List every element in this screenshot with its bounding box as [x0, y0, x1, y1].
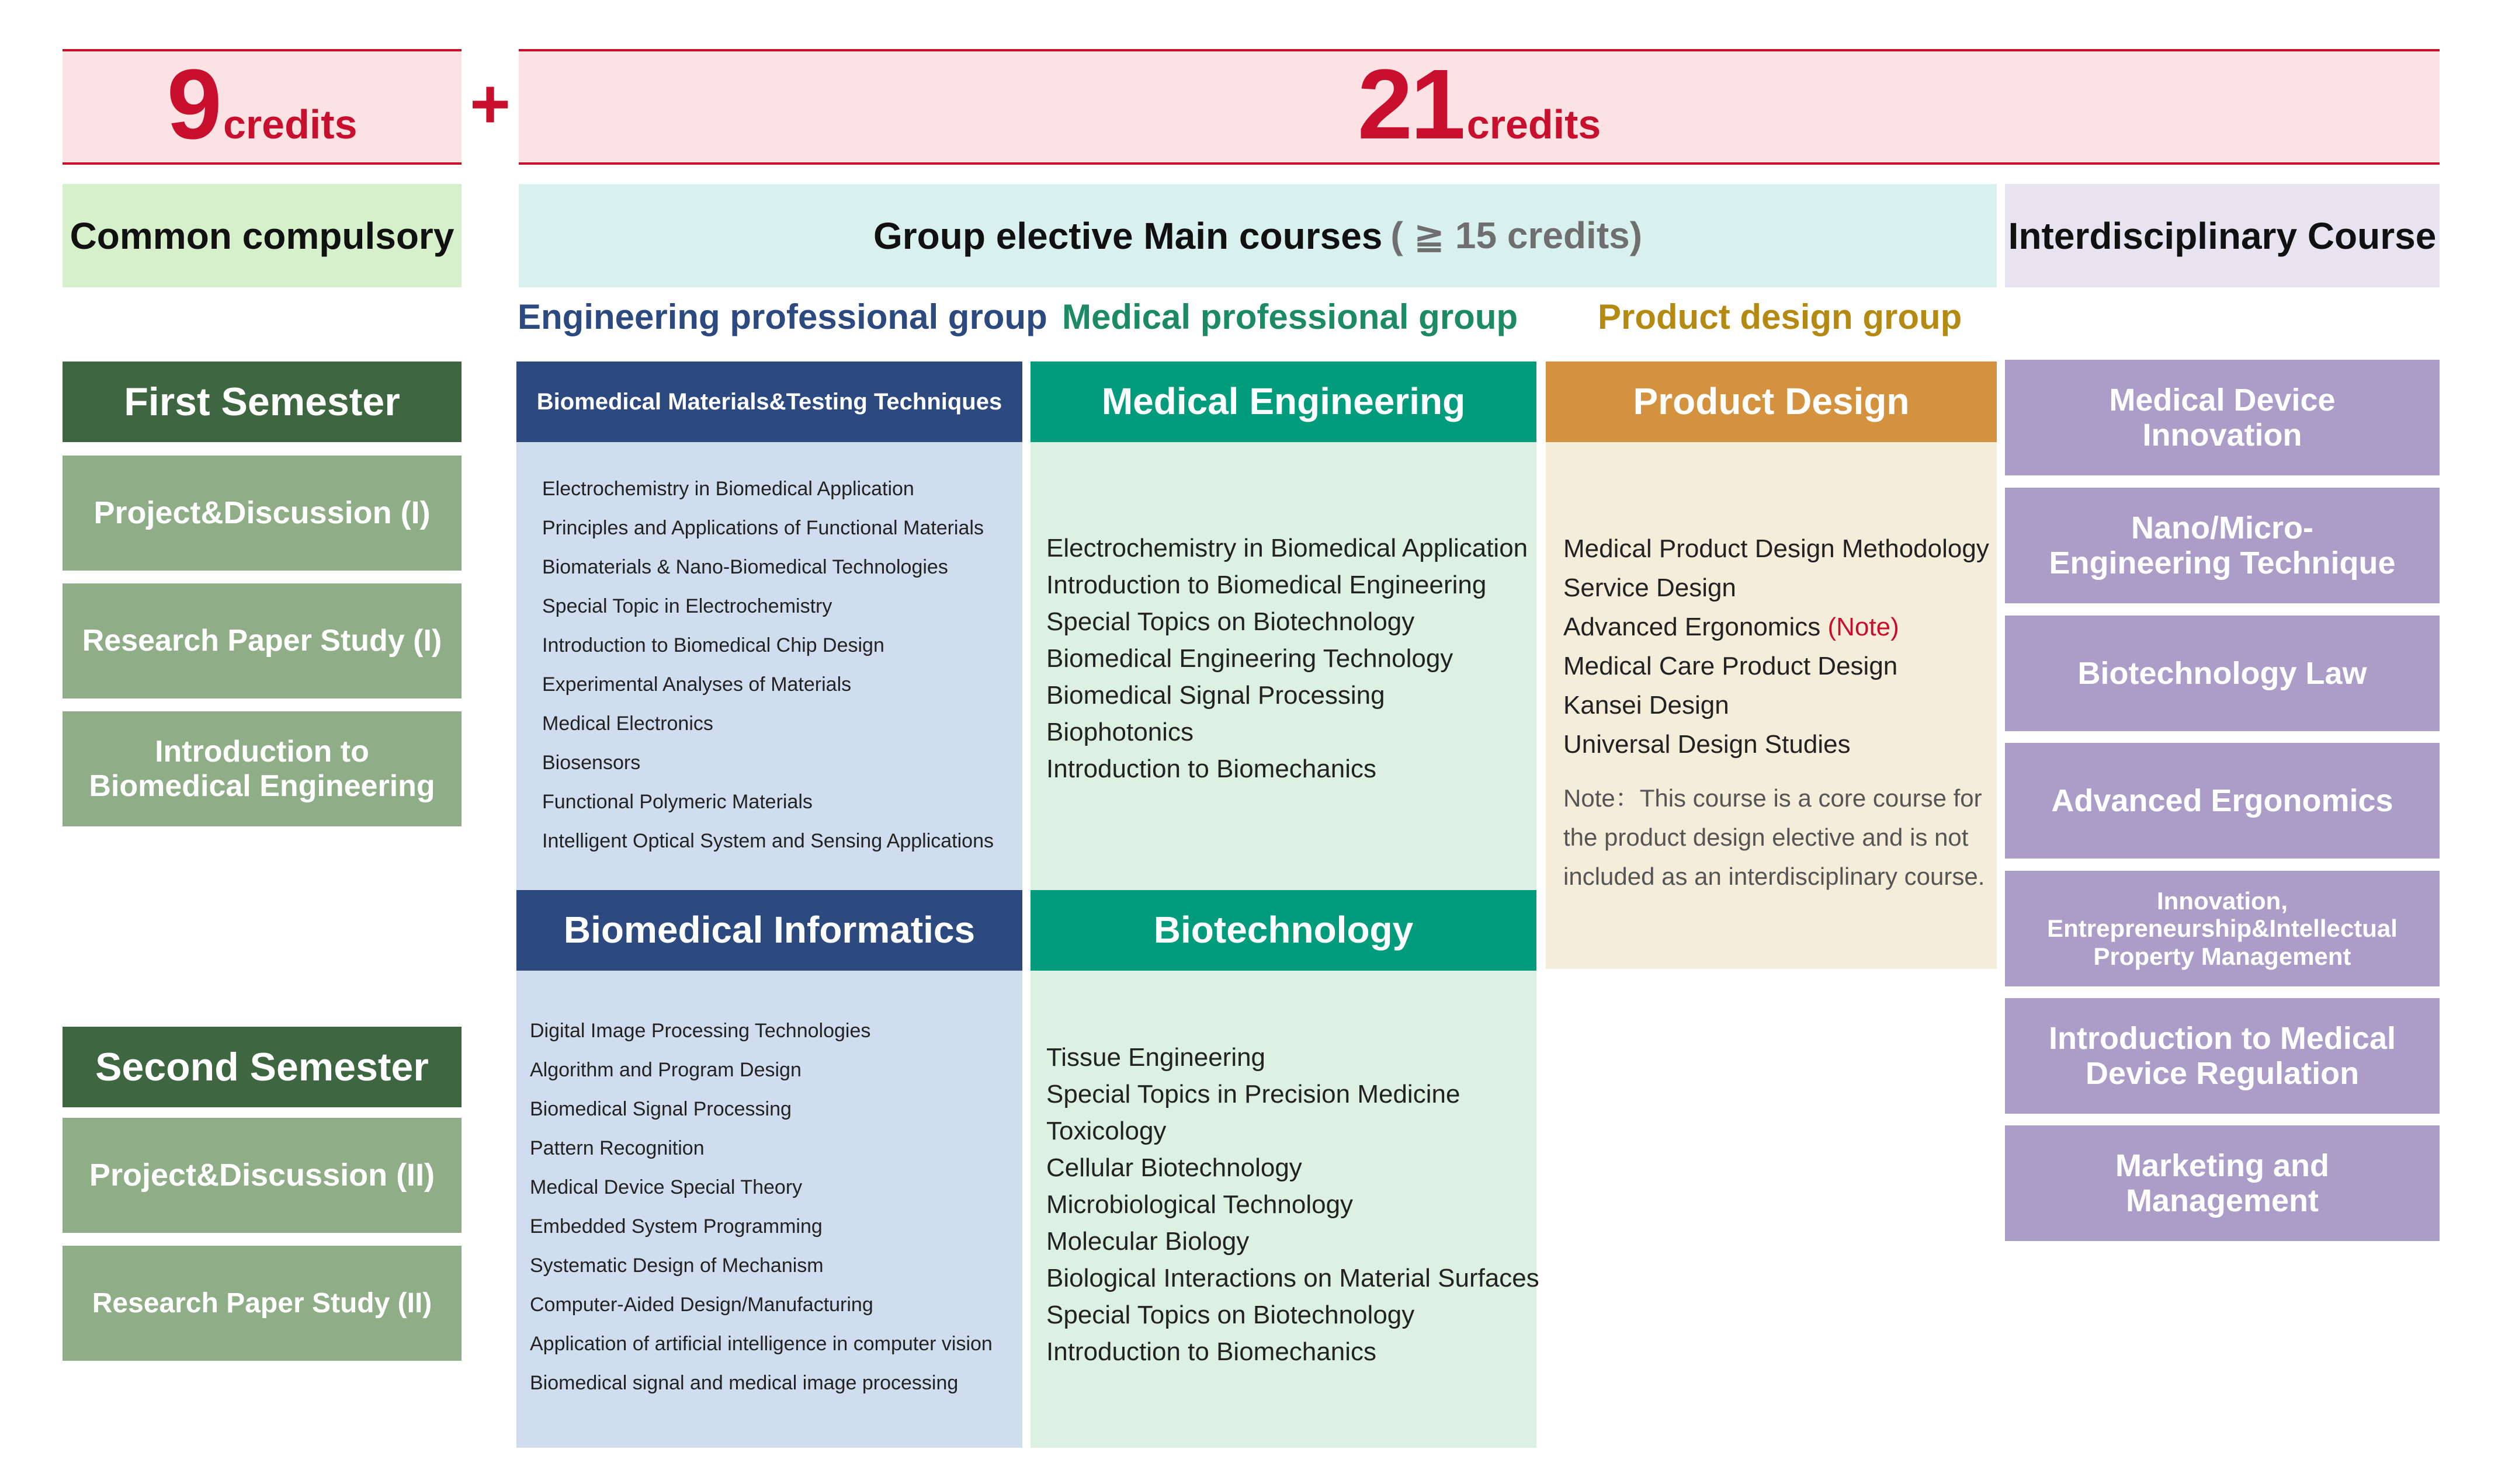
credits-9-box	[63, 49, 462, 165]
product-design-course-list	[1563, 529, 1989, 764]
course-label: Advanced Ergonomics	[1563, 613, 1821, 641]
compulsory-course: Research Paper Study (I)	[63, 583, 462, 698]
interdisciplinary-course-label: Medical Device Innovation	[2109, 382, 2336, 453]
interdisciplinary-label: Interdisciplinary Course	[2008, 214, 2437, 257]
course-item: Introduction to Biomedical Engineering	[1046, 571, 1487, 599]
course-item: Universal Design Studies	[1563, 730, 1851, 759]
course-item: Toxicology	[1046, 1117, 1167, 1145]
course-item: Digital Image Processing Technologies	[530, 1020, 871, 1042]
note-line: included as an interdisciplinary course.	[1563, 863, 1985, 890]
course-item: Special Topics on Biotechnology	[1046, 1301, 1415, 1329]
course-item: Special Topics in Precision Medicine	[1046, 1080, 1460, 1108]
course-item: Special Topics on Biotechnology	[1046, 607, 1415, 636]
informatics-header: Biomedical Informatics	[516, 890, 1022, 971]
biomaterials-course-list	[542, 470, 994, 861]
course-item: Cellular Biotechnology	[1046, 1153, 1302, 1182]
course-item: Tissue Engineering	[1046, 1043, 1266, 1072]
interdisciplinary-course	[2005, 360, 2440, 475]
course-item: Medical Device Special Theory	[530, 1176, 803, 1198]
course-item: Microbiological Technology	[1046, 1190, 1354, 1219]
course-item: Electrochemistry in Biomedical Application	[542, 478, 914, 500]
course-item-with-note	[1563, 607, 1989, 647]
credits-21-box	[519, 49, 2440, 165]
compulsory-course	[63, 711, 462, 826]
engineering-group-label: Engineering professional group	[518, 297, 1047, 336]
informatics-course-list	[530, 1012, 993, 1403]
course-item: Introduction to Biomedical Chip Design	[542, 634, 884, 656]
credits-9-label: credits	[223, 102, 358, 147]
course-item: Biomedical signal and medical image processing	[530, 1372, 959, 1394]
credits-21-number: 21	[1357, 49, 1463, 160]
group-elective-label: Group elective Main courses	[873, 214, 1383, 257]
second-semester-header: Second Semester	[63, 1027, 462, 1107]
course-item: Systematic Design of Mechanism	[530, 1254, 824, 1277]
note-line: the product design elective and is not	[1563, 823, 1969, 851]
common-compulsory-label: Common compulsory	[70, 214, 455, 257]
course-item: Kansei Design	[1563, 691, 1729, 720]
product-design-note	[1563, 779, 1984, 896]
course-item: Service Design	[1563, 574, 1736, 602]
interdisciplinary-course	[2005, 743, 2440, 859]
course-item: Principles and Applications of Functional Materials	[542, 517, 984, 539]
interdisciplinary-course	[2005, 488, 2440, 603]
compulsory-course-label: Introduction to Biomedical Engineering	[89, 735, 435, 803]
course-item: Experimental Analyses of Materials	[542, 673, 852, 696]
plus-sign: +	[469, 65, 511, 143]
interdisciplinary-course	[2005, 1125, 2440, 1241]
interdisciplinary-course-label: Marketing and Management	[2115, 1148, 2330, 1218]
common-compulsory-header	[63, 184, 462, 287]
course-item: Pattern Recognition	[530, 1137, 705, 1159]
medical-engineering-course-list	[1046, 530, 1528, 787]
interdisciplinary-header	[2005, 184, 2440, 287]
course-item: Application of artificial intelligence in computer vision	[530, 1333, 993, 1355]
interdisciplinary-course-label: Biotechnology Law	[2077, 655, 2367, 691]
course-item: Special Topic in Electrochemistry	[542, 595, 832, 617]
product-design-header: Product Design	[1546, 362, 1997, 442]
medical-group-label: Medical professional group	[1062, 297, 1518, 336]
course-item: Algorithm and Program Design	[530, 1059, 802, 1081]
course-item: Biosensors	[542, 752, 641, 774]
compulsory-course: Project&Discussion (I)	[63, 456, 462, 571]
course-item: Functional Polymeric Materials	[542, 791, 813, 813]
credits-21-label: credits	[1466, 102, 1601, 147]
course-item: Embedded System Programming	[530, 1215, 823, 1238]
course-item: Biophotonics	[1046, 718, 1194, 746]
course-item: Medical Electronics	[542, 713, 713, 735]
course-item: Computer-Aided Design/Manufacturing	[530, 1294, 873, 1316]
course-item: Electrochemistry in Biomedical Application	[1046, 534, 1528, 562]
course-item: Medical Product Design Methodology	[1563, 534, 1989, 563]
group-elective-credit-note: ( ≧ 15 credits)	[1390, 214, 1643, 256]
interdisciplinary-course	[2005, 871, 2440, 986]
interdisciplinary-course	[2005, 616, 2440, 731]
medical-engineering-header: Medical Engineering	[1031, 362, 1536, 442]
course-item: Introduction to Biomechanics	[1046, 1337, 1376, 1366]
compulsory-course: Project&Discussion (II)	[63, 1118, 462, 1233]
credits-9-number: 9	[166, 49, 220, 160]
group-elective-header	[519, 184, 1997, 287]
interdisciplinary-course	[2005, 998, 2440, 1114]
interdisciplinary-course-label: Nano/Micro-Engineering Technique	[2049, 510, 2396, 581]
course-item: Medical Care Product Design	[1563, 652, 1898, 680]
course-item: Introduction to Biomechanics	[1046, 755, 1376, 783]
product-group-label: Product design group	[1598, 297, 1962, 336]
course-item: Intelligent Optical System and Sensing Applications	[542, 830, 994, 852]
note-line: Note：This course is a core course for	[1563, 784, 1982, 812]
course-item: Biomedical Engineering Technology	[1046, 644, 1453, 673]
interdisciplinary-course-label: Innovation, Entrepreneurship&Intellectual Property Management	[2047, 887, 2398, 970]
interdisciplinary-course-label: Introduction to Medical Device Regulation	[2049, 1020, 2396, 1091]
course-item: Molecular Biology	[1046, 1227, 1250, 1256]
biotechnology-header: Biotechnology	[1031, 890, 1536, 971]
course-item: Biological Interactions on Material Surfaces	[1046, 1264, 1539, 1292]
course-item: Biomaterials & Nano-Biomedical Technologies	[542, 556, 948, 578]
course-item: Biomedical Signal Processing	[530, 1098, 792, 1120]
note-marker: (Note)	[1827, 613, 1899, 641]
biotechnology-course-list	[1046, 1039, 1539, 1370]
compulsory-course: Research Paper Study (II)	[63, 1246, 462, 1361]
biomaterials-header: Biomedical Materials&Testing Techniques	[516, 362, 1022, 442]
first-semester-header: First Semester	[63, 362, 462, 442]
course-item: Biomedical Signal Processing	[1046, 681, 1385, 710]
interdisciplinary-course-label: Advanced Ergonomics	[2051, 783, 2393, 818]
